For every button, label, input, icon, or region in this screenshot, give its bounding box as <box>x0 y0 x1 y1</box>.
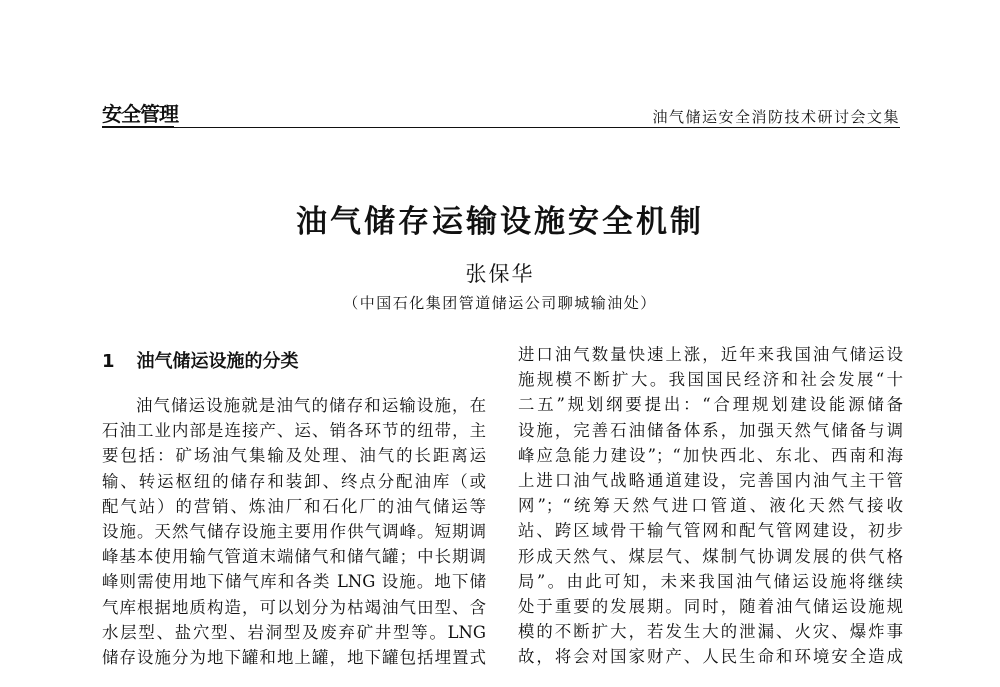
right-column <box>518 342 903 670</box>
left-column <box>102 393 486 670</box>
text-line: 上进口油气战略通道建设，完善国内油气主干管 <box>518 471 903 491</box>
article-title: 油气储存运输设施安全机制 <box>296 204 704 240</box>
text-line: 储存设施分为地下罐和地上罐，地下罐包括埋置式 <box>102 648 486 668</box>
journal-title: 油气储运安全消防技术研讨会文集 <box>652 108 900 126</box>
section-label-underline <box>102 126 174 128</box>
text-line: 设施。天然气储存设施主要用作供气调峰。短期调 <box>102 522 486 542</box>
section-number: 1 <box>102 351 115 372</box>
text-line: 形成天然气、煤层气、煤制气协调发展的供气格 <box>518 546 903 566</box>
text-line: 进口油气数量快速上涨，近年来我国油气储运设 <box>518 345 903 364</box>
text-line: 二五”规划纲要提出：“合理规划建设能源储备 <box>518 395 903 415</box>
text-line: 配气站）的营销、炼油厂和石化厂的油气储运等 <box>102 496 486 516</box>
text-line: 网”；“统筹天然气进口管道、液化天然气接收 <box>518 496 903 516</box>
section-heading <box>102 350 299 374</box>
text-line: 气库根据地质构造，可以划分为枯竭油气田型、含 <box>102 597 486 617</box>
text-line: 处于重要的发展期。同时，随着油气储运设施规 <box>518 597 903 617</box>
text-line: 要包括：矿场油气集输及处理、油气的长距离运 <box>102 446 486 466</box>
text-line: 施规模不断扩大。我国国民经济和社会发展“十 <box>518 370 903 390</box>
text-line: 模的不断扩大，若发生大的泄漏、火灾、爆炸事 <box>518 622 903 642</box>
text-line: 峰应急能力建设”；“加快西北、东北、西南和海 <box>518 445 903 465</box>
section-title: 油气储运设施的分类 <box>136 351 299 372</box>
section-label: 安全管理 <box>102 102 178 126</box>
text-line: 输、转运枢纽的储存和装卸、终点分配油库（或 <box>102 471 486 491</box>
text-line: 石油工业内部是连接产、运、销各环节的纽带，主 <box>102 421 486 441</box>
text-line: 局”。由此可知，未来我国油气储运设施将继续 <box>518 571 903 591</box>
text-line: 峰则需使用地下储气库和各类 LNG 设施。地下储 <box>102 572 486 592</box>
text-line: 油气储运设施就是油气的储存和运输设施，在 <box>136 396 486 415</box>
article-affiliation: （中国石化集团管道储运公司聊城输油处） <box>343 294 657 312</box>
text-line: 水层型、盐穴型、岩洞型及废弃矿井型等。LNG <box>102 622 486 642</box>
text-line: 站、跨区域骨干输气管网和配气管网建设，初步 <box>518 521 903 541</box>
header-rule <box>174 127 900 128</box>
text-line: 设施，完善石油储备体系，加强天然气储备与调 <box>518 420 903 440</box>
text-line: 峰基本使用输气管道末端储气和储气罐；中长期调 <box>102 547 486 567</box>
text-line: 故，将会对国家财产、人民生命和环境安全造成 <box>518 647 903 667</box>
article-author: 张保华 <box>465 262 535 286</box>
